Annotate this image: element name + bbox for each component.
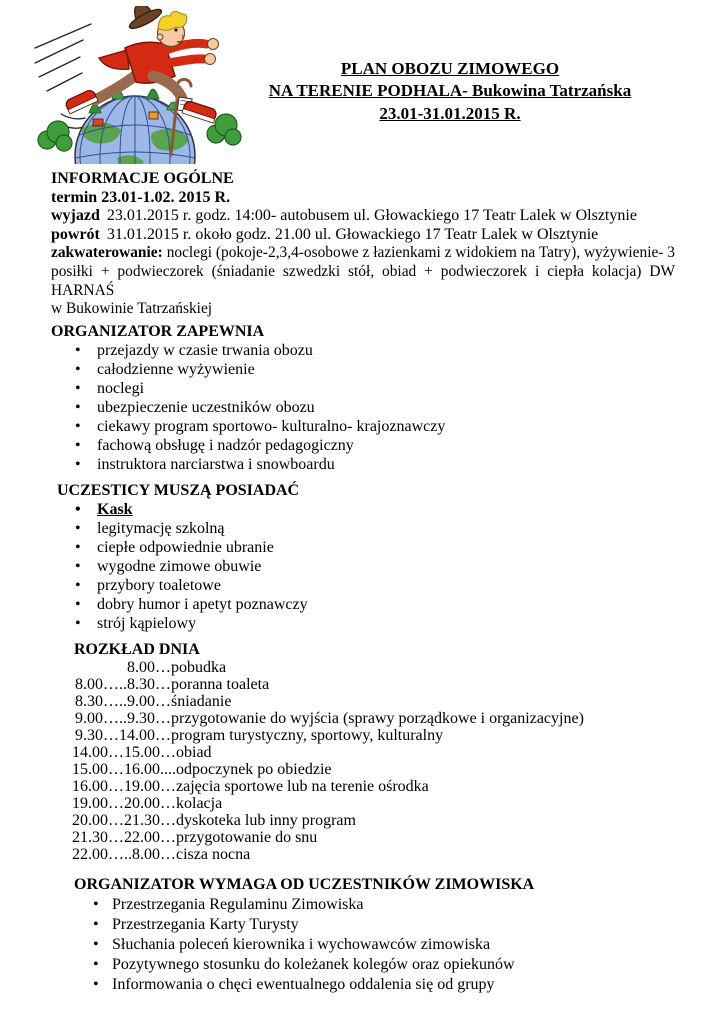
schedule-list bbox=[0, 659, 725, 863]
list-item: • noclegi bbox=[75, 379, 725, 398]
must-have-list bbox=[75, 500, 725, 633]
powrot-text: 31.01.2015 r. około godz. 21.00 ul. Głowackiego 17 Teatr Lalek w Olsztynie bbox=[106, 225, 599, 243]
list-item: • Informowania o chęci ewentualnego oddalenia się od grupy bbox=[93, 975, 725, 995]
schedule-line: 21.30…22.00…przygotowanie do snu bbox=[72, 828, 318, 846]
schedule-line: 15.00…16.00....odpoczynek po obiedzie bbox=[72, 760, 332, 778]
list-item: • Kask bbox=[75, 500, 725, 519]
requirements-list bbox=[93, 895, 725, 995]
zakwaterowanie-text-1: noclegi (pokoje-2,3,4-osobowe z łazienkami z widokiem na Tatry), wyżywienie- 3 bbox=[166, 244, 675, 262]
list-item: • Słuchania poleceń kierownika i wychowawców zimowiska bbox=[93, 935, 725, 955]
schedule-line: 9.30…14.00…program turystyczny, sportowy, kulturalny bbox=[75, 726, 444, 744]
title-line-3: 23.01-31.01.2015 R. bbox=[379, 103, 521, 123]
schedule-line: 20.00…21.30…dyskoteka lub inny program bbox=[72, 811, 356, 829]
section-schedule bbox=[0, 640, 725, 863]
document-title bbox=[240, 58, 660, 125]
zakwaterowanie-label: zakwaterowanie: bbox=[51, 244, 163, 262]
title-line-2: NA TERENIE PODHALA- Bukowina Tatrzańska bbox=[268, 81, 632, 101]
schedule-heading: ROZKŁAD DNIA bbox=[74, 640, 200, 658]
zakwaterowanie-line-1 bbox=[51, 244, 675, 263]
list-item: • Przestrzegania Regulaminu Zimowiska bbox=[93, 895, 725, 915]
schedule-line: 9.00…..9.30…przygotowanie do wyjścia (sprawy porządkowe i organizacyjne) bbox=[75, 709, 584, 727]
list-item: • fachową obsługę i nadzór pedagogiczny bbox=[75, 436, 725, 455]
list-item: • strój kąpielowy bbox=[75, 614, 725, 633]
list-item: • całodzienne wyżywienie bbox=[75, 360, 725, 379]
provides-heading: ORGANIZATOR ZAPEWNIA bbox=[51, 322, 265, 340]
list-item: • przejazdy w czasie trwania obozu bbox=[75, 341, 725, 360]
list-item: • instruktora narciarstwa i snowboardu bbox=[75, 455, 725, 474]
list-item: • ciepłe odpowiednie ubranie bbox=[75, 538, 725, 557]
schedule-line: 8.30…..9.00…śniadanie bbox=[75, 692, 232, 710]
powrot-line bbox=[51, 226, 675, 245]
powrot-label: powrót bbox=[51, 225, 100, 243]
schedule-line: 16.00…19.00…zajęcia sportowe lub na terenie ośrodka bbox=[72, 777, 429, 795]
schedule-line: 19.00…20.00…kolacja bbox=[72, 794, 223, 812]
schedule-line: 22.00…..8.00…cisza nocna bbox=[72, 845, 251, 863]
running-boy-over-globe-illustration bbox=[33, 6, 243, 164]
title-line-1: PLAN OBOZU ZIMOWEGO bbox=[340, 59, 560, 78]
list-item: • ubezpieczenie uczestników obozu bbox=[75, 398, 725, 417]
section-provides bbox=[0, 322, 725, 474]
document-body bbox=[0, 170, 725, 995]
wyjazd-label: wyjazd bbox=[51, 207, 100, 225]
hat-icon bbox=[122, 6, 164, 32]
list-item: • dobry humor i apetyt poznawczy bbox=[75, 595, 725, 614]
provides-list bbox=[75, 341, 725, 474]
schedule-line: 8.00…..8.30…poranna toaleta bbox=[75, 675, 270, 693]
list-item: • ciekawy program sportowo- kulturalno- krajoznawczy bbox=[75, 417, 725, 436]
general-info-heading: INFORMACJE OGÓLNE bbox=[51, 170, 234, 187]
wyjazd-text: 23.01.2015 r. godz. 14:00- autobusem ul. Głowackiego 17 Teatr Lalek w Olsztynie bbox=[106, 207, 637, 225]
section-must-have bbox=[0, 481, 725, 633]
section-requirements bbox=[0, 875, 725, 995]
list-item: • Przestrzegania Karty Turysty bbox=[93, 915, 725, 935]
termin-line: termin 23.01-1.02. 2015 R. bbox=[51, 188, 231, 206]
zakwaterowanie-line-3: w Bukowinie Tatrzańskiej bbox=[51, 300, 213, 318]
list-item: • Pozytywnego stosunku do koleżanek kolegów oraz opiekunów bbox=[93, 955, 725, 975]
requirements-heading: ORGANIZATOR WYMAGA OD UCZESTNIKÓW ZIMOWISKA bbox=[74, 875, 535, 893]
schedule-line: 14.00…15.00…obiad bbox=[72, 743, 212, 761]
zakwaterowanie-line-2: posiłki + podwieczorek (śniadanie szwedzki stół, obiad + podwieczorek i ciepła kolacja) DW HARNAŚ bbox=[51, 262, 675, 299]
list-item: • przybory toaletowe bbox=[75, 576, 725, 595]
list-item: • legitymację szkolną bbox=[75, 519, 725, 538]
schedule-line: 8.00…pobudka bbox=[127, 658, 227, 676]
must-have-heading: UCZESTICY MUSZĄ POSIADAĆ bbox=[57, 481, 300, 499]
section-general-info bbox=[51, 170, 675, 319]
wyjazd-line bbox=[51, 207, 675, 226]
list-item: • wygodne zimowe obuwie bbox=[75, 557, 725, 576]
speed-lines-icon bbox=[35, 24, 91, 128]
